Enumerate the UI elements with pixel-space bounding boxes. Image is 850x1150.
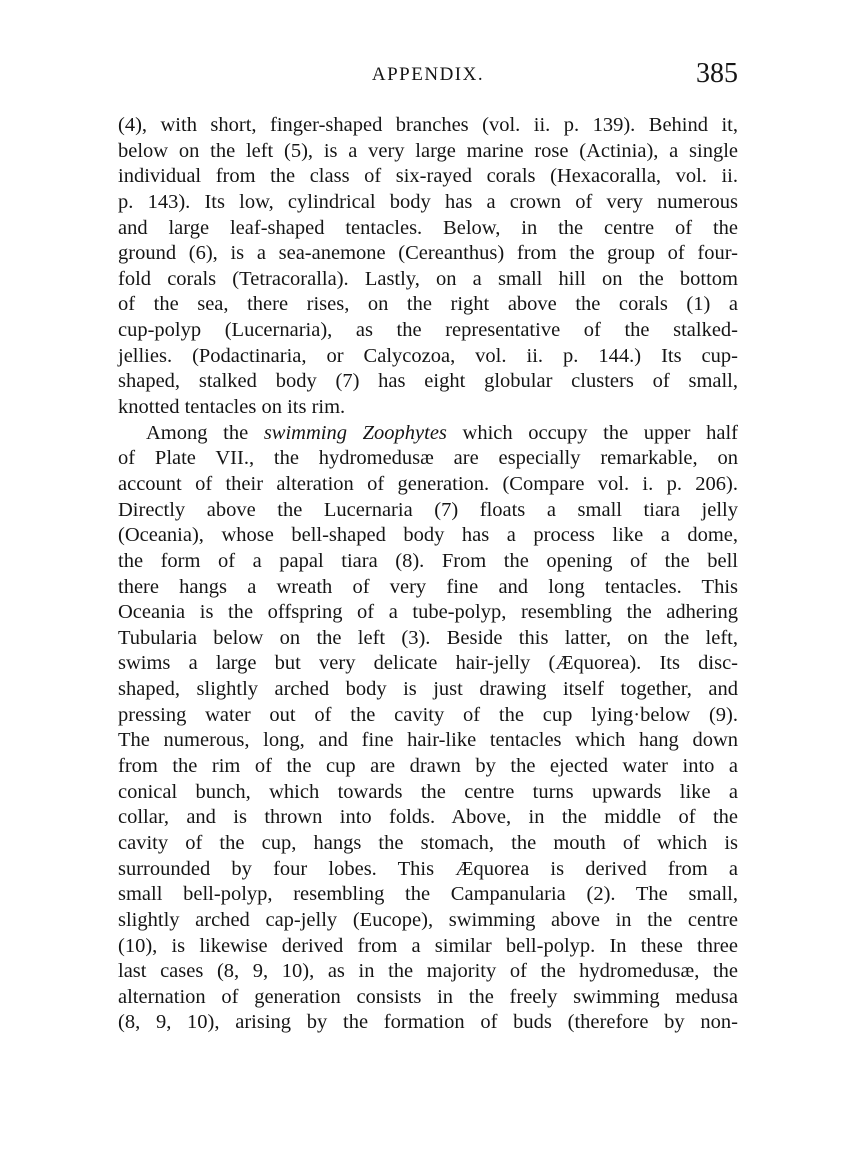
text-line: conical bunch, which towards the centre turns upwards like a <box>118 780 738 803</box>
text-line: Oceania is the offspring of a tube-polyp, resembling the adhering <box>118 601 738 624</box>
text-line: (4), with short, finger-shaped branches (vol. ii. p. 139). Behind it, <box>118 114 738 136</box>
italic-term-zoophytes: Zoophytes <box>362 421 447 444</box>
text-line: fold corals (Tetracoralla). Lastly, on a small hill on the bottom <box>118 267 738 290</box>
text-line: from the rim of the cup are drawn by the ejected water into a <box>118 755 738 778</box>
text-line: surrounded by four lobes. This Æquorea is derived from a <box>118 857 738 880</box>
text-line: swims a large but very delicate hair-jelly (Æquorea). Its disc- <box>118 652 738 675</box>
text-line: ground (6), is a sea-anemone (Cereanthus) from the group of four- <box>118 242 738 265</box>
running-head: APPENDIX. <box>371 64 485 85</box>
text-line: individual from the class of six-rayed corals (Hexacoralla, vol. ii. <box>118 165 738 188</box>
text-line: knotted tentacles on its rim. <box>118 396 346 419</box>
text-line: jellies. (Podactinaria, or Calycozoa, vol. ii. p. 144.) Its cup- <box>118 344 738 367</box>
text-line: small bell-polyp, resembling the Campanularia (2). The small, <box>118 883 738 906</box>
paragraph-1 <box>118 113 738 421</box>
text-line: Directly above the Lucernaria (7) floats a small tiara jelly <box>118 498 738 521</box>
text-line: collar, and is thrown into folds. Above, in the middle of the <box>118 806 738 829</box>
page-number: 385 <box>696 58 738 89</box>
text-line: account of their alteration of generation. (Compare vol. i. p. 206). <box>118 472 738 495</box>
text-line: cavity of the cup, hangs the stomach, the mouth of which is <box>118 831 738 854</box>
text-line: the form of a papal tiara (8). From the opening of the bell <box>118 549 738 572</box>
text-line: (10), is likewise derived from a similar bell-polyp. In these three <box>118 934 738 957</box>
text-line: below on the left (5), is a very large marine rose (Actinia), a single <box>118 139 738 162</box>
text-line: cup-polyp (Lucernaria), as the representative of the stalked- <box>118 319 738 342</box>
text-line: there hangs a wreath of very fine and long tentacles. This <box>118 575 738 598</box>
text-line: last cases (8, 9, 10), as in the majority of the hydromedusæ, the <box>118 960 738 983</box>
italic-term-swimming: swimming <box>263 421 347 444</box>
text-line: of the sea, there rises, on the right above the corals (1) a <box>118 293 738 316</box>
text-run: which occupy the upper half <box>446 421 738 444</box>
text-run <box>347 422 363 444</box>
text-line: alternation of generation consists in the freely swimming medusa <box>118 985 738 1008</box>
text-line: p. 143). Its low, cylindrical body has a crown of very numerous <box>118 190 738 213</box>
text-line: Tubularia below on the left (3). Beside this latter, on the left, <box>118 626 738 649</box>
text-line: and large leaf-shaped tentacles. Below, in the centre of the <box>118 216 738 239</box>
text-line: (8, 9, 10), arising by the formation of buds (therefore by non- <box>118 1011 738 1034</box>
page-header <box>118 58 738 92</box>
text-line: (Oceania), whose bell-shaped body has a process like a dome, <box>118 524 738 547</box>
text-line: of Plate VII., the hydromedusæ are especially remarkable, on <box>118 447 738 470</box>
text-line-first <box>118 421 738 447</box>
text-line: slightly arched cap-jelly (Eucope), swimming above in the centre <box>118 908 738 931</box>
text-line: shaped, slightly arched body is just drawing itself together, and <box>118 678 738 701</box>
body-text <box>118 113 738 1036</box>
text-line: shaped, stalked body (7) has eight globular clusters of small, <box>118 370 738 393</box>
text-line: pressing water out of the cavity of the cup lying·below (9). <box>118 703 738 726</box>
paragraph-2 <box>118 421 738 1036</box>
text-run: Among the <box>146 421 264 444</box>
text-line: The numerous, long, and fine hair-like tentacles which hang down <box>118 729 738 752</box>
